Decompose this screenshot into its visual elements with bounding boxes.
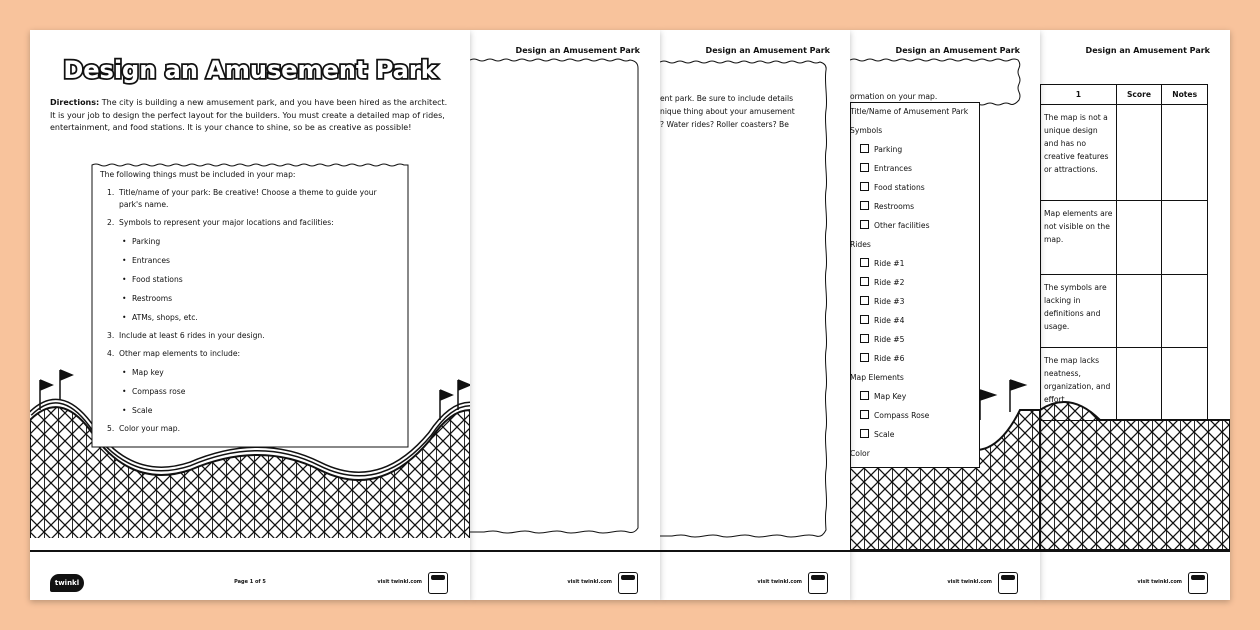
checklist-heading: Map Elements	[850, 373, 904, 382]
list-item: • Compass rose	[100, 386, 400, 398]
list-item: 1. Title/name of your park: Be creative! Choose a theme to guide your park's name.	[107, 188, 377, 209]
table-row	[1041, 105, 1208, 201]
drawing-area-frame	[470, 58, 650, 538]
table-row	[1041, 201, 1208, 275]
checklist-heading: Color	[850, 449, 870, 458]
footer-link[interactable]: visit twinkl.com	[947, 579, 992, 585]
list-item: 3. Include at least 6 rides in your design.	[107, 331, 265, 340]
rubric-table	[1040, 84, 1208, 421]
footer-link[interactable]: visit twinkl.com	[567, 579, 612, 585]
footer-link[interactable]: visit twinkl.com	[1137, 579, 1182, 585]
info-strip-text: ormation on your map.	[850, 92, 938, 101]
checklist-item[interactable]: Ride #3	[850, 292, 980, 311]
checklist-item[interactable]: Scale	[850, 425, 980, 444]
checklist-item[interactable]: Map Key	[850, 387, 980, 406]
directions-paragraph	[50, 97, 450, 135]
page-2	[470, 30, 660, 600]
rubric-header: Score	[1116, 85, 1162, 105]
quality-badge-icon	[428, 572, 448, 594]
running-header: Design an Amusement Park	[1085, 46, 1210, 55]
rubric-score-cell[interactable]	[1116, 275, 1162, 348]
page-5	[1040, 30, 1230, 600]
checklist-item[interactable]: Parking	[850, 140, 980, 159]
page-number: Page 1 of 5	[234, 579, 266, 585]
quality-badge-icon	[618, 572, 638, 594]
list-item: • Food stations	[100, 274, 400, 286]
text-line: nique thing about your amusement	[660, 107, 795, 116]
page-footer	[850, 550, 1040, 600]
directions-label: Directions:	[50, 98, 100, 107]
list-item: 5. Color your map.	[107, 424, 181, 433]
list-item: • Map key	[100, 367, 400, 379]
list-item: 2. Symbols to represent your major locations and facilities:	[107, 218, 334, 227]
checklist-item[interactable]: Ride #6	[850, 349, 980, 368]
text-line: ent park. Be sure to include details	[660, 94, 794, 103]
rubric-cell: The map lacks neatness, organization, and effort.	[1041, 348, 1117, 421]
list-item: • ATMs, shops, etc.	[100, 312, 400, 324]
list-item: • Parking	[100, 236, 400, 248]
requirements-lead: The following things must be included in your map:	[100, 170, 296, 179]
drawing-area-frame	[660, 60, 835, 540]
directions-text: The city is building a new amusement park, and you have been hired as the architect. It is your job to design the perfect layout for the builders. You must create a detailed map of rides, entertainment, and food stations. It is your chance to shine, so be as creative as possible!	[50, 98, 448, 132]
page-footer	[470, 550, 660, 600]
rubric-header: Notes	[1162, 85, 1208, 105]
rubric-notes-cell[interactable]	[1162, 201, 1208, 275]
page-footer	[30, 550, 470, 600]
footer-link[interactable]: visit twinkl.com	[757, 579, 802, 585]
page-1	[30, 30, 470, 600]
running-header: Design an Amusement Park	[895, 46, 1020, 55]
list-item: • Restrooms	[100, 293, 400, 305]
twinkl-logo[interactable]: twinkl	[50, 574, 84, 592]
rubric-cell: The map is not a unique design and has no creative features or attractions.	[1041, 105, 1117, 201]
rubric-score-cell[interactable]	[1116, 348, 1162, 421]
page-footer	[1040, 550, 1230, 600]
checklist-item[interactable]: Ride #1	[850, 254, 980, 273]
text-line: ? Water rides? Roller coasters? Be	[660, 120, 789, 129]
instructions-text	[660, 92, 820, 131]
rubric-notes-cell[interactable]	[1162, 348, 1208, 421]
rubric-cell: Map elements are not visible on the map.	[1041, 201, 1117, 275]
checklist-item[interactable]: Other facilities	[850, 216, 980, 235]
page-3	[660, 30, 850, 600]
title-text: Design an Amusement Park	[63, 56, 437, 84]
checklist-item[interactable]: Entrances	[850, 159, 980, 178]
checklist-heading: Symbols	[850, 126, 883, 135]
rubric-score-cell[interactable]	[1116, 105, 1162, 201]
page-footer	[660, 550, 850, 600]
rubric-notes-cell[interactable]	[1162, 105, 1208, 201]
page-4	[850, 30, 1040, 600]
requirements-list	[100, 170, 400, 435]
quality-badge-icon	[1188, 572, 1208, 594]
checklist-heading: Rides	[850, 240, 871, 249]
checklist-item[interactable]: Compass Rose	[850, 406, 980, 425]
page-title	[30, 48, 470, 88]
checklist-item[interactable]: Ride #2	[850, 273, 980, 292]
list-item: 4. Other map elements to include:	[107, 349, 241, 358]
running-header: Design an Amusement Park	[515, 46, 640, 55]
checklist-heading: Title/Name of Amusement Park	[850, 107, 969, 116]
rubric-header: 1	[1041, 85, 1117, 105]
list-item: • Entrances	[100, 255, 400, 267]
checklist-item[interactable]: Food stations	[850, 178, 980, 197]
checklist	[850, 102, 980, 463]
checklist-item[interactable]: Restrooms	[850, 197, 980, 216]
checklist-item[interactable]: Ride #5	[850, 330, 980, 349]
rubric-cell: The symbols are lacking in definitions and usage.	[1041, 275, 1117, 348]
rubric-notes-cell[interactable]	[1162, 275, 1208, 348]
list-item: • Scale	[100, 405, 400, 417]
footer-link[interactable]: visit twinkl.com	[377, 579, 422, 585]
quality-badge-icon	[808, 572, 828, 594]
quality-badge-icon	[998, 572, 1018, 594]
checklist-item[interactable]: Ride #4	[850, 311, 980, 330]
table-row	[1041, 275, 1208, 348]
rubric-score-cell[interactable]	[1116, 201, 1162, 275]
table-row	[1041, 348, 1208, 421]
running-header: Design an Amusement Park	[705, 46, 830, 55]
